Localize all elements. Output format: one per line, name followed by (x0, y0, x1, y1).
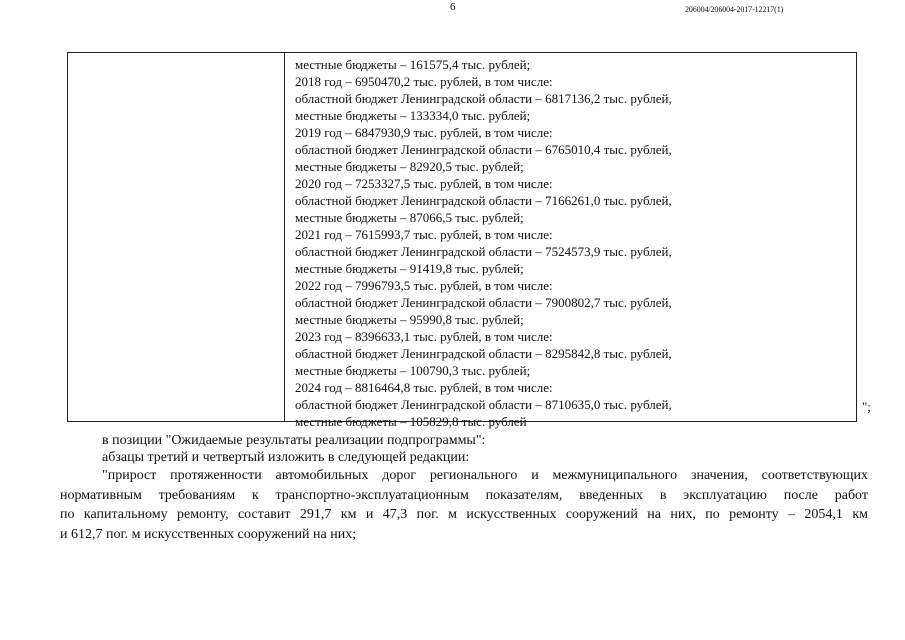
instruction-paragraph: абзацы третий и четвертый изложить в следующей редакции: (102, 450, 470, 465)
quoted-line: "прирост протяженности автомобильных дорог регионального и межмуниципального значения, соответствующих (102, 468, 868, 483)
funding-line: 2024 год – 8816464,8 тыс. рублей, в том числе: (295, 380, 553, 395)
funding-line: местные бюджеты – 100790,3 тыс. рублей; (295, 363, 531, 378)
funding-line: 2023 год – 8396633,1 тыс. рублей, в том числе: (295, 329, 553, 344)
funding-line: местные бюджеты – 82920,5 тыс. рублей; (295, 159, 524, 174)
table-column-divider (284, 53, 285, 421)
funding-line: областной бюджет Ленинградской области – 7900802,7 тыс. рублей, (295, 295, 672, 310)
funding-line: местные бюджеты – 161575,4 тыс. рублей; (295, 57, 531, 72)
cropped-text-fragment (150, 628, 300, 640)
table-funding-list (295, 56, 672, 430)
funding-line: областной бюджет Ленинградской области – 8295842,8 тыс. рублей, (295, 346, 672, 361)
funding-line: областной бюджет Ленинградской области – 7166261,0 тыс. рублей, (295, 193, 672, 208)
funding-line: местные бюджеты – 95990,8 тыс. рублей; (295, 312, 524, 327)
quoted-line: и 612,7 пог. м искусственных сооружений на них; (60, 526, 357, 542)
quoted-line: по капитальному ремонту, составит 291,7 км и 47,3 пог. м искусственных сооружений на них, по ремонту – 2054,1 км (60, 507, 868, 522)
document-id: 206004/206004-2017-12217(1) (685, 5, 784, 14)
quoted-paragraph (60, 466, 868, 544)
funding-line: местные бюджеты – 133334,0 тыс. рублей; (295, 108, 531, 123)
page-number: 6 (450, 1, 456, 13)
funding-line: 2019 год – 6847930,9 тыс. рублей, в том числе: (295, 125, 553, 140)
budget-table (67, 52, 857, 429)
position-paragraph: в позиции "Ожидаемые результаты реализации подпрограммы": (102, 433, 486, 448)
funding-line: областной бюджет Ленинградской области – 6817136,2 тыс. рублей, (295, 91, 672, 106)
funding-line: областной бюджет Ленинградской области – 7524573,9 тыс. рублей, (295, 244, 672, 259)
funding-line: 2022 год – 7996793,5 тыс. рублей, в том числе: (295, 278, 553, 293)
funding-line: областной бюджет Ленинградской области – 8710635,0 тыс. рублей, (295, 397, 672, 412)
funding-line: 2021 год – 7615993,7 тыс. рублей, в том числе: (295, 227, 553, 242)
funding-line: 2020 год – 7253327,5 тыс. рублей, в том числе: (295, 176, 553, 191)
quoted-line: нормативным требованиям к транспортно-эксплуатационным показателям, введенных в эксплуатацию после работ (60, 487, 868, 503)
funding-line: местные бюджеты – 105829,8 тыс. рублей (295, 414, 527, 429)
funding-line: 2018 год – 6950470,2 тыс. рублей, в том числе: (295, 74, 553, 89)
funding-line: местные бюджеты – 91419,8 тыс. рублей; (295, 261, 524, 276)
table-closing-mark: "; (862, 399, 871, 414)
funding-line: областной бюджет Ленинградской области – 6765010,4 тыс. рублей, (295, 142, 672, 157)
funding-line: местные бюджеты – 87066,5 тыс. рублей; (295, 210, 524, 225)
